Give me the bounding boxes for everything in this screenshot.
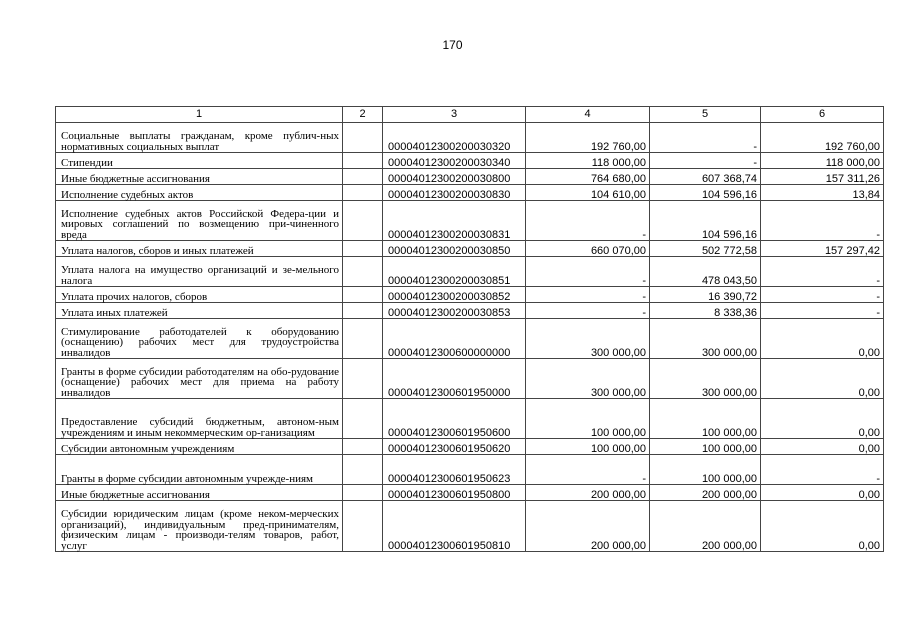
table-row xyxy=(56,501,884,552)
budget-code-cell: 00004012300601950600 xyxy=(383,399,526,439)
column-header: 6 xyxy=(761,107,884,123)
column-4-value: - xyxy=(526,287,650,303)
row-name-cell: Иные бюджетные ассигнования xyxy=(56,169,343,185)
column-2-cell xyxy=(343,287,383,303)
column-6-value: 0,00 xyxy=(761,319,884,359)
column-5-value: 200 000,00 xyxy=(650,485,761,501)
budget-table xyxy=(55,106,884,552)
column-5-value: 100 000,00 xyxy=(650,455,761,485)
column-5-value: 607 368,74 xyxy=(650,169,761,185)
budget-code-cell: 00004012300200030851 xyxy=(383,257,526,287)
table-row xyxy=(56,399,884,439)
column-4-value: 192 760,00 xyxy=(526,123,650,153)
budget-code-cell: 00004012300200030340 xyxy=(383,153,526,169)
column-5-value: 478 043,50 xyxy=(650,257,761,287)
column-6-value: 192 760,00 xyxy=(761,123,884,153)
column-6-value: - xyxy=(761,303,884,319)
table-row xyxy=(56,153,884,169)
column-6-value: 0,00 xyxy=(761,439,884,455)
column-2-cell xyxy=(343,185,383,201)
table-row xyxy=(56,485,884,501)
budget-code-cell: 00004012300601950810 xyxy=(383,501,526,552)
column-2-cell xyxy=(343,153,383,169)
row-name-cell: Исполнение судебных актов xyxy=(56,185,343,201)
row-name-cell: Предоставление субсидий бюджетным, автоном-ным учреждениям и иным некоммерческим ор-ганизациям xyxy=(56,399,343,439)
column-5-value: 200 000,00 xyxy=(650,501,761,552)
column-6-value: 0,00 xyxy=(761,485,884,501)
column-6-value: 0,00 xyxy=(761,359,884,399)
budget-code-cell: 00004012300600000000 xyxy=(383,319,526,359)
column-5-value: 100 000,00 xyxy=(650,399,761,439)
column-4-value: 300 000,00 xyxy=(526,319,650,359)
row-name-cell: Исполнение судебных актов Российской Федера-ции и мировых соглашений по возмещению при-чиненного вреда xyxy=(56,201,343,241)
row-name-cell: Гранты в форме субсидии работодателям на обо-рудование (оснащение) рабочих мест для приема на работу инвалидов xyxy=(56,359,343,399)
row-name-cell: Уплата налога на имущество организаций и зе-мельного налога xyxy=(56,257,343,287)
column-5-value: - xyxy=(650,123,761,153)
table-row xyxy=(56,257,884,287)
table-row xyxy=(56,359,884,399)
column-2-cell xyxy=(343,257,383,287)
column-4-value: 200 000,00 xyxy=(526,501,650,552)
column-2-cell xyxy=(343,359,383,399)
column-5-value: 300 000,00 xyxy=(650,319,761,359)
budget-code-cell: 00004012300200030853 xyxy=(383,303,526,319)
column-6-value: 157 297,42 xyxy=(761,241,884,257)
table-row xyxy=(56,439,884,455)
row-name-cell: Субсидии автономным учреждениям xyxy=(56,439,343,455)
table-row xyxy=(56,201,884,241)
column-2-cell xyxy=(343,303,383,319)
table-row xyxy=(56,287,884,303)
column-header: 4 xyxy=(526,107,650,123)
budget-code-cell: 00004012300601950000 xyxy=(383,359,526,399)
column-4-value: - xyxy=(526,455,650,485)
column-2-cell xyxy=(343,319,383,359)
column-4-value: 100 000,00 xyxy=(526,399,650,439)
row-name-cell: Стипендии xyxy=(56,153,343,169)
row-name-cell: Иные бюджетные ассигнования xyxy=(56,485,343,501)
column-5-value: 100 000,00 xyxy=(650,439,761,455)
budget-code-cell: 00004012300601950620 xyxy=(383,439,526,455)
column-4-value: 104 610,00 xyxy=(526,185,650,201)
table-row xyxy=(56,319,884,359)
column-2-cell xyxy=(343,201,383,241)
column-5-value: 8 338,36 xyxy=(650,303,761,319)
row-name-cell: Гранты в форме субсидии автономным учрежде-ниям xyxy=(56,455,343,485)
column-6-value: 0,00 xyxy=(761,501,884,552)
column-6-value: - xyxy=(761,201,884,241)
column-4-value: 300 000,00 xyxy=(526,359,650,399)
row-name-cell: Уплата прочих налогов, сборов xyxy=(56,287,343,303)
column-header: 1 xyxy=(56,107,343,123)
column-2-cell xyxy=(343,123,383,153)
column-2-cell xyxy=(343,455,383,485)
column-2-cell xyxy=(343,501,383,552)
table-row xyxy=(56,185,884,201)
column-6-value: - xyxy=(761,455,884,485)
row-name-cell: Уплата иных платежей xyxy=(56,303,343,319)
page-number: 170 xyxy=(442,38,463,52)
header-row xyxy=(56,107,884,123)
budget-code-cell: 00004012300200030850 xyxy=(383,241,526,257)
budget-code-cell: 00004012300601950800 xyxy=(383,485,526,501)
column-2-cell xyxy=(343,399,383,439)
column-2-cell xyxy=(343,485,383,501)
table-row xyxy=(56,455,884,485)
column-2-cell xyxy=(343,241,383,257)
column-4-value: - xyxy=(526,303,650,319)
column-4-value: - xyxy=(526,257,650,287)
column-header: 5 xyxy=(650,107,761,123)
column-5-value: 104 596,16 xyxy=(650,201,761,241)
column-5-value: 104 596,16 xyxy=(650,185,761,201)
column-6-value: 118 000,00 xyxy=(761,153,884,169)
column-6-value: - xyxy=(761,257,884,287)
row-name-cell: Субсидии юридическим лицам (кроме неком-мерческих организаций), индивидуальным пред-принимателям, физическим лицам - производи-телям товаров, работ, услуг xyxy=(56,501,343,552)
column-4-value: 118 000,00 xyxy=(526,153,650,169)
column-6-value: 0,00 xyxy=(761,399,884,439)
row-name-cell: Стимулирование работодателей к оборудованию (оснащению) рабочих мест для трудоустройства инвалидов xyxy=(56,319,343,359)
column-6-value: 13,84 xyxy=(761,185,884,201)
column-4-value: 660 070,00 xyxy=(526,241,650,257)
column-2-cell xyxy=(343,439,383,455)
budget-code-cell: 00004012300601950623 xyxy=(383,455,526,485)
column-header: 3 xyxy=(383,107,526,123)
row-name-cell: Социальные выплаты гражданам, кроме публич-ных нормативных социальных выплат xyxy=(56,123,343,153)
budget-code-cell: 00004012300200030830 xyxy=(383,185,526,201)
column-header: 2 xyxy=(343,107,383,123)
column-6-value: 157 311,26 xyxy=(761,169,884,185)
column-5-value: - xyxy=(650,153,761,169)
column-2-cell xyxy=(343,169,383,185)
table-row xyxy=(56,303,884,319)
column-5-value: 300 000,00 xyxy=(650,359,761,399)
table-body xyxy=(56,123,884,552)
column-5-value: 16 390,72 xyxy=(650,287,761,303)
column-5-value: 502 772,58 xyxy=(650,241,761,257)
column-4-value: - xyxy=(526,201,650,241)
table-row xyxy=(56,169,884,185)
budget-code-cell: 00004012300200030852 xyxy=(383,287,526,303)
column-4-value: 200 000,00 xyxy=(526,485,650,501)
budget-code-cell: 00004012300200030800 xyxy=(383,169,526,185)
budget-code-cell: 00004012300200030320 xyxy=(383,123,526,153)
column-4-value: 100 000,00 xyxy=(526,439,650,455)
row-name-cell: Уплата налогов, сборов и иных платежей xyxy=(56,241,343,257)
table-row xyxy=(56,241,884,257)
column-6-value: - xyxy=(761,287,884,303)
column-4-value: 764 680,00 xyxy=(526,169,650,185)
budget-code-cell: 00004012300200030831 xyxy=(383,201,526,241)
table-row xyxy=(56,123,884,153)
